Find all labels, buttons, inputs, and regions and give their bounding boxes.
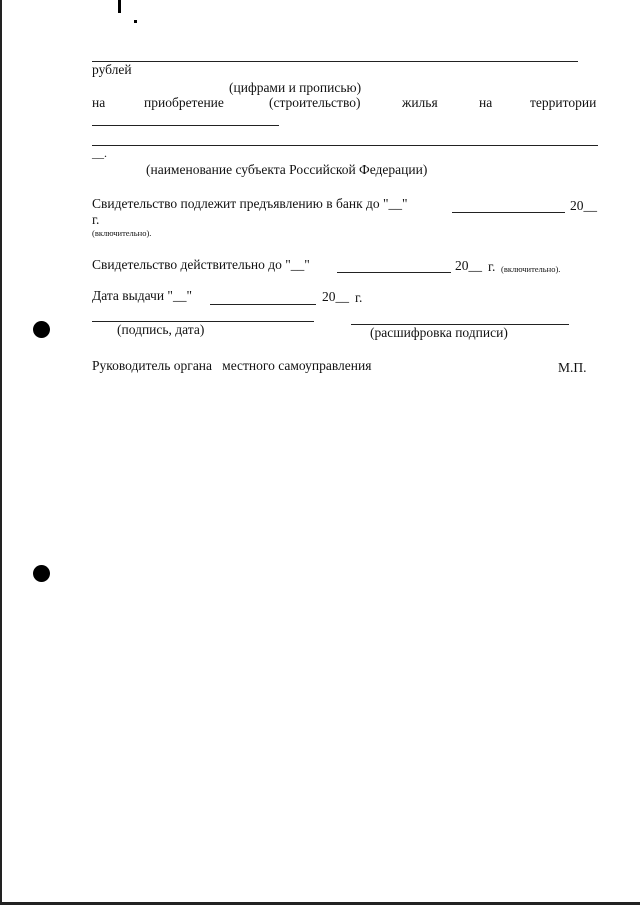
stamp-label: М.П. <box>558 360 587 375</box>
valid-year: 20__ <box>455 258 482 273</box>
purpose-word-4: жилья <box>402 95 438 110</box>
scan-left-edge <box>0 0 2 905</box>
head-title: Руководитель органа местного самоуправления <box>92 358 372 373</box>
issue-clause-text: Дата выдачи "__" <box>92 288 192 303</box>
issue-year: 20__ <box>322 289 349 304</box>
purpose-word-1: на <box>92 95 106 110</box>
scan-artifact-dot <box>134 20 137 23</box>
bank-g: г. <box>92 212 100 227</box>
amount-line <box>92 61 578 62</box>
valid-clause-text: Свидетельство действительно до "__" <box>92 257 310 272</box>
bank-inclusive: (включительно). <box>92 228 152 238</box>
bank-date-line <box>452 212 565 213</box>
issue-g: г. <box>355 290 363 305</box>
purpose-word-2: приобретение <box>144 95 224 110</box>
decoding-hint: (расшифровка подписи) <box>370 325 508 340</box>
signature-hint: (подпись, дата) <box>117 322 205 337</box>
bank-clause-text: Свидетельство подлежит предъявлению в банк до "__" <box>92 196 408 211</box>
purpose-word-6: территории <box>530 95 597 110</box>
punch-hole-bottom <box>33 565 50 582</box>
region-line-short <box>92 125 279 126</box>
valid-g: г. <box>488 259 496 274</box>
dash-mark: __. <box>92 146 107 160</box>
valid-date-line <box>337 272 451 273</box>
issue-date-line <box>210 304 316 305</box>
region-line-long <box>92 145 598 146</box>
region-hint: (наименование субъекта Российской Федерации) <box>146 162 428 177</box>
rubles-label: рублей <box>92 62 132 77</box>
purpose-word-5: на <box>479 95 493 110</box>
scan-artifact-mark <box>118 0 121 13</box>
amount-hint: (цифрами и прописью) <box>229 80 362 95</box>
punch-hole-top <box>33 321 50 338</box>
purpose-word-3: (строительство) <box>269 95 361 110</box>
valid-inclusive: (включительно). <box>501 264 561 274</box>
bank-year: 20__ <box>570 198 597 213</box>
